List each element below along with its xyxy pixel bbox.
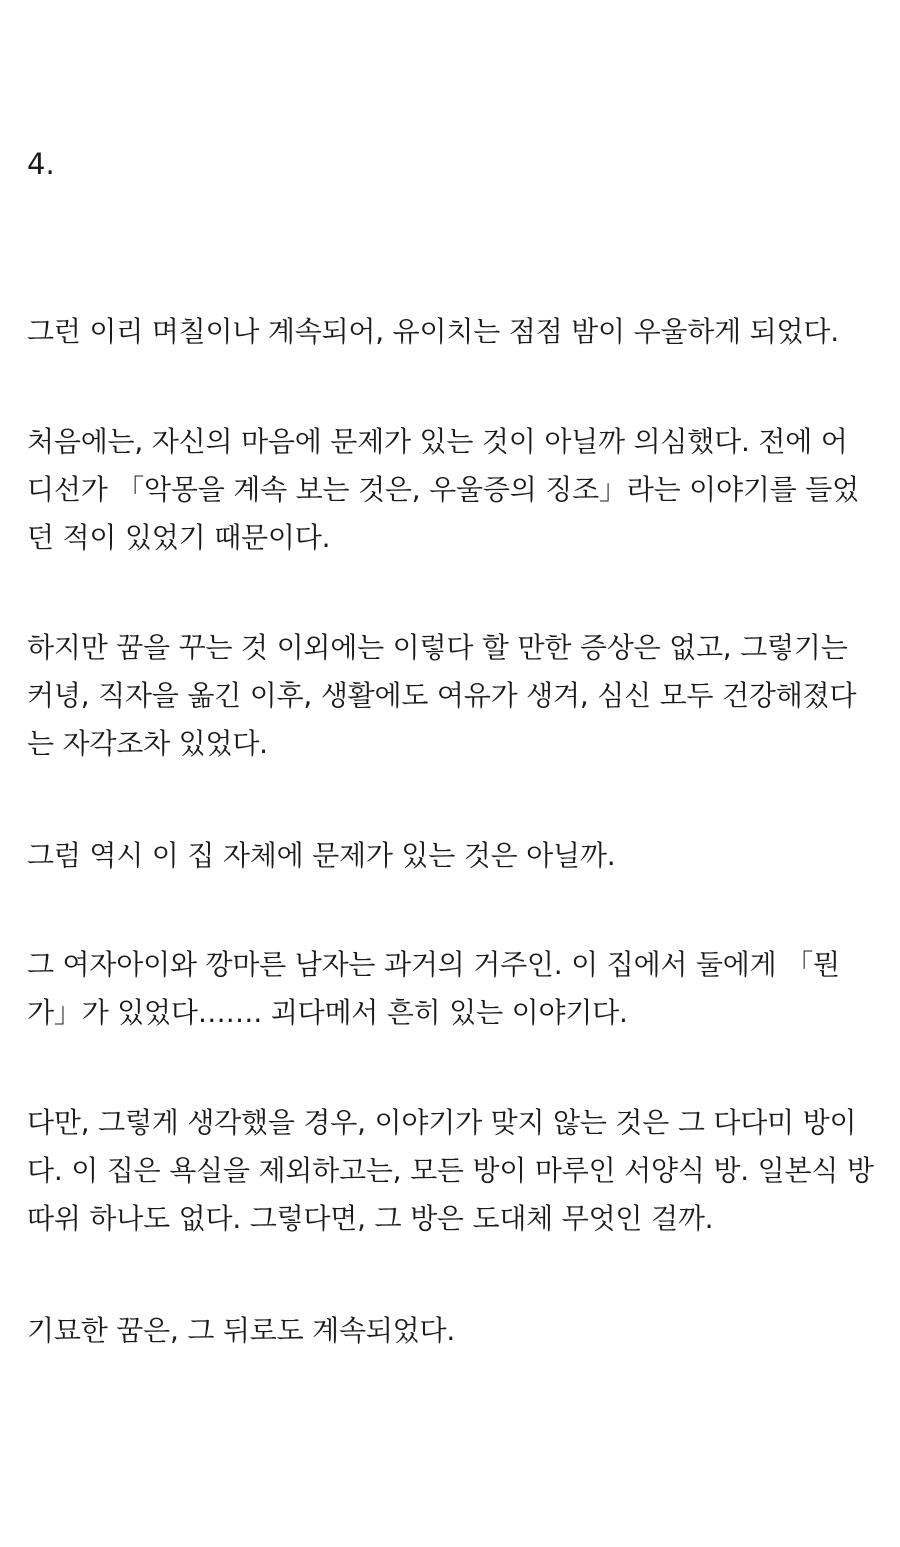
paragraph-line: 다. 이 집은 욕실을 제외하고는, 모든 방이 마루인 서양식 방. 일본식 방	[27, 1154, 874, 1187]
paragraph	[27, 418, 877, 562]
paragraph-line: 던 적이 있었기 때문이다.	[27, 521, 331, 554]
chapter-number: 4.	[27, 147, 55, 181]
paragraph	[27, 832, 877, 880]
paragraph	[27, 1307, 877, 1355]
paragraph-line: 기묘한 꿈은, 그 뒤로도 계속되었다.	[27, 1314, 456, 1347]
paragraph-line: 하지만 꿈을 꾸는 것 이외에는 이렇다 할 만한 증상은 없고, 그렇기는	[27, 631, 848, 664]
paragraph-line: 는 자각조차 있었다.	[27, 727, 268, 760]
paragraph-line: 커녕, 직자을 옮긴 이후, 생활에도 여유가 생겨, 심신 모두 건강해졌다	[27, 679, 857, 712]
paragraph-line: 디선가 「악몽을 계속 보는 것은, 우울증의 징조」라는 이야기를 들었	[27, 473, 859, 506]
paragraph-line: 그럼 역시 이 집 자체에 문제가 있는 것은 아닐까.	[27, 839, 616, 872]
paragraph	[27, 941, 877, 1037]
paragraph-line: 그런 이리 며칠이나 계속되어, 유이치는 점점 밤이 우울하게 되었다.	[27, 315, 839, 348]
paragraph-line: 처음에는, 자신의 마음에 문제가 있는 것이 아닐까 의심했다. 전에 어	[27, 425, 848, 458]
paragraph-line: 다만, 그렇게 생각했을 경우, 이야기가 맞지 않는 것은 그 다다미 방이	[27, 1106, 857, 1139]
paragraph-line: 가」가 있었다……. 괴다메서 흔히 있는 이야기다.	[27, 996, 628, 1029]
paragraph-line: 따위 하나도 없다. 그렇다면, 그 방은 도대체 무엇인 걸까.	[27, 1202, 714, 1235]
paragraph-line: 그 여자아이와 깡마른 남자는 과거의 거주인. 이 집에서 둘에게 「뭔	[27, 948, 840, 981]
paragraph	[27, 1099, 877, 1243]
paragraph	[27, 624, 877, 768]
paragraph	[27, 308, 877, 356]
